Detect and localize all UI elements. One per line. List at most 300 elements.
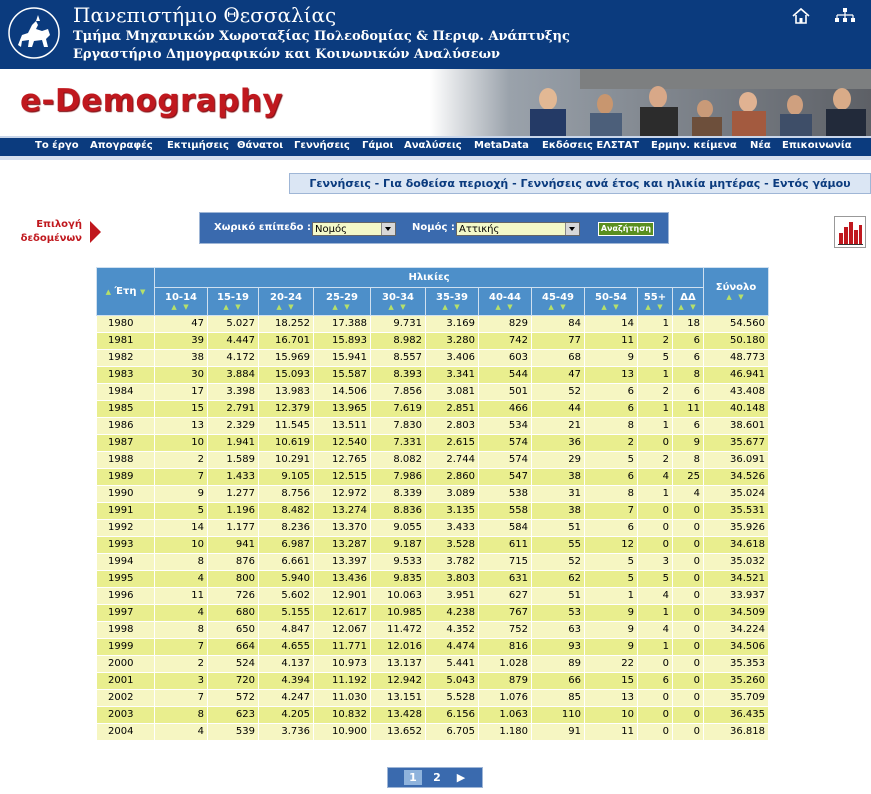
value-cell: 0 (638, 435, 673, 452)
table-row (97, 418, 769, 435)
year-cell: 1998 (97, 622, 155, 639)
value-cell: 7 (155, 469, 208, 486)
value-cell: 767 (479, 605, 532, 622)
nav-item-births[interactable]: Γεννήσεις (294, 140, 350, 151)
spatial-level-label: Χωρικό επίπεδο : (214, 222, 311, 233)
value-cell: 15.587 (314, 367, 371, 384)
value-cell: 13 (155, 418, 208, 435)
value-cell: 4.655 (259, 639, 314, 656)
year-cell: 1997 (97, 605, 155, 622)
year-cell: 2003 (97, 707, 155, 724)
table-row (97, 452, 769, 469)
pagination (387, 767, 483, 788)
value-cell: 7 (155, 690, 208, 707)
total-cell: 35.260 (704, 673, 769, 690)
value-cell: 9 (585, 622, 638, 639)
value-cell: 5.528 (426, 690, 479, 707)
value-cell: 84 (532, 316, 585, 333)
value-cell: 4.847 (259, 622, 314, 639)
value-cell: 6 (638, 673, 673, 690)
bar-chart-icon[interactable] (834, 216, 866, 248)
value-cell: 4 (638, 588, 673, 605)
total-cell: 35.032 (704, 554, 769, 571)
value-cell: 1 (638, 486, 673, 503)
value-cell: 14.506 (314, 384, 371, 401)
value-cell: 0 (673, 639, 704, 656)
table-row (97, 401, 769, 418)
value-cell: 574 (479, 452, 532, 469)
value-cell: 13.511 (314, 418, 371, 435)
value-cell: 5.441 (426, 656, 479, 673)
lab-name: Εργαστήριο Δημογραφικών και Κοινωνικών Αναλύσεων (73, 47, 501, 62)
value-cell: 466 (479, 401, 532, 418)
value-cell: 3.081 (426, 384, 479, 401)
value-cell: 11 (155, 588, 208, 605)
value-cell: 38 (155, 350, 208, 367)
table-row (97, 571, 769, 588)
table-row (97, 520, 769, 537)
value-cell: 524 (208, 656, 259, 673)
value-cell: 574 (479, 435, 532, 452)
sort-icons[interactable]: ▲ ▼ (678, 302, 698, 311)
university-logo-icon[interactable] (8, 7, 60, 59)
value-cell: 10 (155, 537, 208, 554)
value-cell: 10.832 (314, 707, 371, 724)
value-cell: 2 (638, 452, 673, 469)
value-cell: 8 (585, 418, 638, 435)
main-nav (0, 136, 871, 156)
value-cell: 800 (208, 571, 259, 588)
value-cell: 715 (479, 554, 532, 571)
value-cell: 10 (585, 707, 638, 724)
value-cell: 1.433 (208, 469, 259, 486)
year-cell: 1982 (97, 350, 155, 367)
value-cell: 11.192 (314, 673, 371, 690)
sort-icons[interactable]: ▲ ▼ (276, 302, 296, 311)
value-cell: 12.515 (314, 469, 371, 486)
value-cell: 547 (479, 469, 532, 486)
table-row (97, 673, 769, 690)
value-cell: 2 (585, 435, 638, 452)
value-cell: 62 (532, 571, 585, 588)
total-cell: 34.506 (704, 639, 769, 656)
value-cell: 10.063 (371, 588, 426, 605)
value-cell: 8 (155, 622, 208, 639)
value-cell: 664 (208, 639, 259, 656)
table-row (97, 690, 769, 707)
department-name: Τμήμα Μηχανικών Χωροταξίας Πολεοδομίας & Περιφ. Ανάπτυξης (73, 29, 570, 44)
year-header[interactable] (97, 268, 155, 316)
age-group-header[interactable] (259, 288, 314, 316)
year-cell: 2001 (97, 673, 155, 690)
table-row (97, 588, 769, 605)
value-cell: 1.076 (479, 690, 532, 707)
nav-item-deaths[interactable]: Θάνατοι (237, 140, 284, 151)
table-row (97, 350, 769, 367)
value-cell: 726 (208, 588, 259, 605)
age-groups-row (97, 288, 769, 316)
value-cell: 558 (479, 503, 532, 520)
value-cell: 4.137 (259, 656, 314, 673)
value-cell: 752 (479, 622, 532, 639)
nav-item-texts[interactable]: Ερμην. κείμενα (651, 140, 737, 151)
value-cell: 4.474 (426, 639, 479, 656)
value-cell: 52 (532, 554, 585, 571)
table-body (97, 316, 769, 741)
value-cell: 9 (585, 350, 638, 367)
total-cell: 38.601 (704, 418, 769, 435)
value-cell: 1 (638, 605, 673, 622)
value-cell: 623 (208, 707, 259, 724)
value-cell: 2 (155, 656, 208, 673)
value-cell: 7.986 (371, 469, 426, 486)
value-cell: 9.055 (371, 520, 426, 537)
value-cell: 4.247 (259, 690, 314, 707)
value-cell: 6 (585, 520, 638, 537)
value-cell: 501 (479, 384, 532, 401)
sort-icons[interactable]: ▲ ▼ (332, 302, 352, 311)
total-cell: 34.618 (704, 537, 769, 554)
value-cell: 0 (673, 605, 704, 622)
year-cell: 2004 (97, 724, 155, 741)
value-cell: 51 (532, 588, 585, 605)
data-selection-label (18, 218, 82, 246)
total-header-label: Σύνολο (715, 281, 757, 293)
value-cell: 1 (638, 418, 673, 435)
value-cell: 63 (532, 622, 585, 639)
value-cell: 2 (638, 384, 673, 401)
value-cell: 9.187 (371, 537, 426, 554)
value-cell: 47 (155, 316, 208, 333)
value-cell: 7.856 (371, 384, 426, 401)
value-cell: 17.388 (314, 316, 371, 333)
nav-item-project[interactable]: Το έργο (35, 140, 79, 151)
age-group-header[interactable] (673, 288, 704, 316)
nav-item-elstat[interactable]: Εκδόσεις ΕΛΣΤΑΤ (542, 140, 640, 151)
value-cell: 29 (532, 452, 585, 469)
value-cell: 30 (155, 367, 208, 384)
value-cell: 4.352 (426, 622, 479, 639)
value-cell: 13.965 (314, 401, 371, 418)
nav-item-censuses[interactable]: Απογραφές (90, 140, 153, 151)
value-cell: 13.370 (314, 520, 371, 537)
value-cell: 93 (532, 639, 585, 656)
value-cell: 1 (585, 588, 638, 605)
banner-crowd-photo (430, 69, 871, 136)
value-cell: 15.893 (314, 333, 371, 350)
value-cell: 1.589 (208, 452, 259, 469)
arrow-right-icon (90, 221, 101, 243)
prefecture-label: Νομός : (412, 222, 455, 233)
nav-item-estimates[interactable]: Εκτιμήσεις (167, 140, 229, 151)
value-cell: 13.397 (314, 554, 371, 571)
total-header[interactable] (704, 268, 769, 316)
sort-icons[interactable]: ▲ ▼ (645, 302, 665, 311)
value-cell: 2.329 (208, 418, 259, 435)
value-cell: 2 (155, 452, 208, 469)
value-cell: 15 (585, 673, 638, 690)
value-cell: 12.942 (371, 673, 426, 690)
age-group-header[interactable] (479, 288, 532, 316)
value-cell: 68 (532, 350, 585, 367)
value-cell: 0 (673, 690, 704, 707)
value-cell: 11.545 (259, 418, 314, 435)
value-cell: 5 (585, 571, 638, 588)
site-brand[interactable]: e-Demography (20, 83, 284, 119)
total-cell: 34.224 (704, 622, 769, 639)
home-icon[interactable] (790, 6, 812, 26)
value-cell: 6 (673, 384, 704, 401)
value-cell: 0 (673, 707, 704, 724)
value-cell: 0 (673, 656, 704, 673)
page-1-button[interactable]: 1 (404, 770, 422, 785)
spatial-level-select[interactable] (312, 222, 396, 236)
value-cell: 5.043 (426, 673, 479, 690)
value-cell: 6 (673, 333, 704, 350)
age-group-label: 55+ (643, 291, 667, 303)
value-cell: 2 (638, 333, 673, 350)
age-group-header[interactable] (155, 288, 208, 316)
value-cell: 539 (208, 724, 259, 741)
total-cell: 35.024 (704, 486, 769, 503)
value-cell: 0 (673, 503, 704, 520)
value-cell: 3.884 (208, 367, 259, 384)
value-cell: 18.252 (259, 316, 314, 333)
sort-icons[interactable]: ▲ ▼ (442, 302, 462, 311)
value-cell: 2.615 (426, 435, 479, 452)
year-cell: 1991 (97, 503, 155, 520)
sort-icons[interactable]: ▲ ▼ (388, 302, 408, 311)
value-cell: 15 (155, 401, 208, 418)
value-cell: 611 (479, 537, 532, 554)
value-cell: 8.557 (371, 350, 426, 367)
value-cell: 3 (155, 673, 208, 690)
value-cell: 18 (673, 316, 704, 333)
value-cell: 8 (585, 486, 638, 503)
table-row (97, 384, 769, 401)
age-group-header[interactable] (532, 288, 585, 316)
table-row (97, 656, 769, 673)
age-group-header[interactable] (426, 288, 479, 316)
year-cell: 1989 (97, 469, 155, 486)
ages-header: Ηλικίες (155, 268, 704, 288)
value-cell: 9 (155, 486, 208, 503)
value-cell: 3.528 (426, 537, 479, 554)
year-cell: 1995 (97, 571, 155, 588)
value-cell: 13.137 (371, 656, 426, 673)
value-cell: 38 (532, 469, 585, 486)
value-cell: 8.082 (371, 452, 426, 469)
value-cell: 3.951 (426, 588, 479, 605)
value-cell: 544 (479, 367, 532, 384)
value-cell: 2.860 (426, 469, 479, 486)
value-cell: 47 (532, 367, 585, 384)
value-cell: 12.972 (314, 486, 371, 503)
value-cell: 6.705 (426, 724, 479, 741)
total-cell: 34.526 (704, 469, 769, 486)
value-cell: 12.617 (314, 605, 371, 622)
value-cell: 5.027 (208, 316, 259, 333)
total-cell: 35.353 (704, 656, 769, 673)
year-cell: 2002 (97, 690, 155, 707)
value-cell: 15.969 (259, 350, 314, 367)
age-group-header[interactable] (314, 288, 371, 316)
value-cell: 603 (479, 350, 532, 367)
value-cell: 9.105 (259, 469, 314, 486)
sort-icons[interactable]: ▲ ▼ (223, 302, 243, 311)
year-cell: 1983 (97, 367, 155, 384)
value-cell: 9 (585, 639, 638, 656)
age-group-label: 45-49 (542, 291, 574, 303)
value-cell: 53 (532, 605, 585, 622)
value-cell: 10.973 (314, 656, 371, 673)
value-cell: 680 (208, 605, 259, 622)
value-cell: 12.901 (314, 588, 371, 605)
value-cell: 572 (208, 690, 259, 707)
next-page-icon[interactable]: ▶ (456, 771, 466, 784)
sort-icons[interactable]: ▲ ▼ (726, 292, 746, 301)
value-cell: 11 (585, 724, 638, 741)
value-cell: 5.602 (259, 588, 314, 605)
value-cell: 15.941 (314, 350, 371, 367)
value-cell: 829 (479, 316, 532, 333)
sort-icons[interactable]: ▲ ▼ (171, 302, 191, 311)
chevron-down-icon[interactable] (381, 223, 395, 235)
value-cell: 25 (673, 469, 704, 486)
search-button[interactable]: Αναζήτηση (598, 222, 654, 236)
spatial-level-value: Νομός (315, 224, 347, 235)
value-cell: 13.428 (371, 707, 426, 724)
value-cell: 0 (638, 656, 673, 673)
value-cell: 10.619 (259, 435, 314, 452)
value-cell: 39 (155, 333, 208, 350)
value-cell: 4.172 (208, 350, 259, 367)
value-cell: 1.277 (208, 486, 259, 503)
value-cell: 16.701 (259, 333, 314, 350)
value-cell: 4 (155, 571, 208, 588)
chevron-down-icon[interactable] (565, 223, 579, 235)
value-cell: 4.238 (426, 605, 479, 622)
value-cell: 36 (532, 435, 585, 452)
prefecture-select[interactable] (456, 222, 580, 236)
value-cell: 0 (673, 520, 704, 537)
value-cell: 44 (532, 401, 585, 418)
table-row (97, 622, 769, 639)
total-cell: 34.521 (704, 571, 769, 588)
births-table (96, 267, 769, 741)
age-group-header[interactable] (638, 288, 673, 316)
value-cell: 13.274 (314, 503, 371, 520)
value-cell: 631 (479, 571, 532, 588)
table-row (97, 333, 769, 350)
value-cell: 5 (155, 503, 208, 520)
table-row (97, 554, 769, 571)
value-cell: 14 (155, 520, 208, 537)
value-cell: 6 (585, 401, 638, 418)
value-cell: 12.016 (371, 639, 426, 656)
value-cell: 941 (208, 537, 259, 554)
sort-icons[interactable]: ▲ ▼ (495, 302, 515, 311)
value-cell: 1 (638, 316, 673, 333)
year-cell: 1992 (97, 520, 155, 537)
value-cell: 5 (585, 554, 638, 571)
value-cell: 0 (673, 588, 704, 605)
value-cell: 8 (155, 554, 208, 571)
value-cell: 13.287 (314, 537, 371, 554)
breadcrumb: Γεννήσεις - Για δοθείσα περιοχή - Γεννήσεις ανά έτος και ηλικία μητέρας - Εντός γάμου (289, 173, 871, 194)
data-selection-label-line1: Επιλογή (36, 219, 82, 230)
sitemap-icon[interactable] (834, 6, 856, 26)
value-cell: 3.341 (426, 367, 479, 384)
total-cell: 35.926 (704, 520, 769, 537)
value-cell: 12 (585, 537, 638, 554)
value-cell: 85 (532, 690, 585, 707)
value-cell: 6 (673, 350, 704, 367)
value-cell: 10.900 (314, 724, 371, 741)
value-cell: 8.756 (259, 486, 314, 503)
value-cell: 876 (208, 554, 259, 571)
value-cell: 3.736 (259, 724, 314, 741)
value-cell: 9.533 (371, 554, 426, 571)
nav-item-contact[interactable]: Επικοινωνία (782, 140, 852, 151)
page-2-button[interactable]: 2 (433, 771, 441, 784)
value-cell: 9 (585, 605, 638, 622)
value-cell: 1.196 (208, 503, 259, 520)
value-cell: 650 (208, 622, 259, 639)
value-cell: 9 (673, 435, 704, 452)
value-cell: 4 (673, 486, 704, 503)
value-cell: 8 (673, 452, 704, 469)
sort-up-icon[interactable]: ▲ (105, 288, 112, 296)
sort-icons[interactable]: ▲ ▼ (548, 302, 568, 311)
value-cell: 0 (638, 537, 673, 554)
value-cell: 52 (532, 384, 585, 401)
value-cell: 89 (532, 656, 585, 673)
value-cell: 11 (585, 333, 638, 350)
value-cell: 5.940 (259, 571, 314, 588)
value-cell: 1 (638, 401, 673, 418)
value-cell: 7 (155, 639, 208, 656)
value-cell: 0 (638, 690, 673, 707)
table-row (97, 537, 769, 554)
nav-item-marriages[interactable]: Γάμοι (362, 140, 394, 151)
data-selection-label-line2: δεδομένων (20, 233, 82, 244)
value-cell: 3.280 (426, 333, 479, 350)
nav-item-news[interactable]: Νέα (750, 140, 771, 151)
value-cell: 66 (532, 673, 585, 690)
value-cell: 0 (638, 724, 673, 741)
age-group-label: 10-14 (165, 291, 197, 303)
sort-icons[interactable]: ▲ ▼ (601, 302, 621, 311)
value-cell: 3.398 (208, 384, 259, 401)
nav-item-metadata[interactable]: MetaData (474, 140, 529, 151)
table-row (97, 316, 769, 333)
age-group-header[interactable] (585, 288, 638, 316)
value-cell: 5 (638, 571, 673, 588)
year-header-label: Έτη (114, 286, 137, 297)
value-cell: 13.652 (371, 724, 426, 741)
filter-panel (199, 212, 669, 244)
value-cell: 4 (638, 469, 673, 486)
nav-item-analyses[interactable]: Αναλύσεις (404, 140, 462, 151)
age-group-header[interactable] (208, 288, 259, 316)
sort-down-icon[interactable]: ▼ (139, 288, 146, 296)
value-cell: 0 (673, 554, 704, 571)
year-cell: 1990 (97, 486, 155, 503)
age-group-header[interactable] (371, 288, 426, 316)
value-cell: 9.835 (371, 571, 426, 588)
year-cell: 1986 (97, 418, 155, 435)
